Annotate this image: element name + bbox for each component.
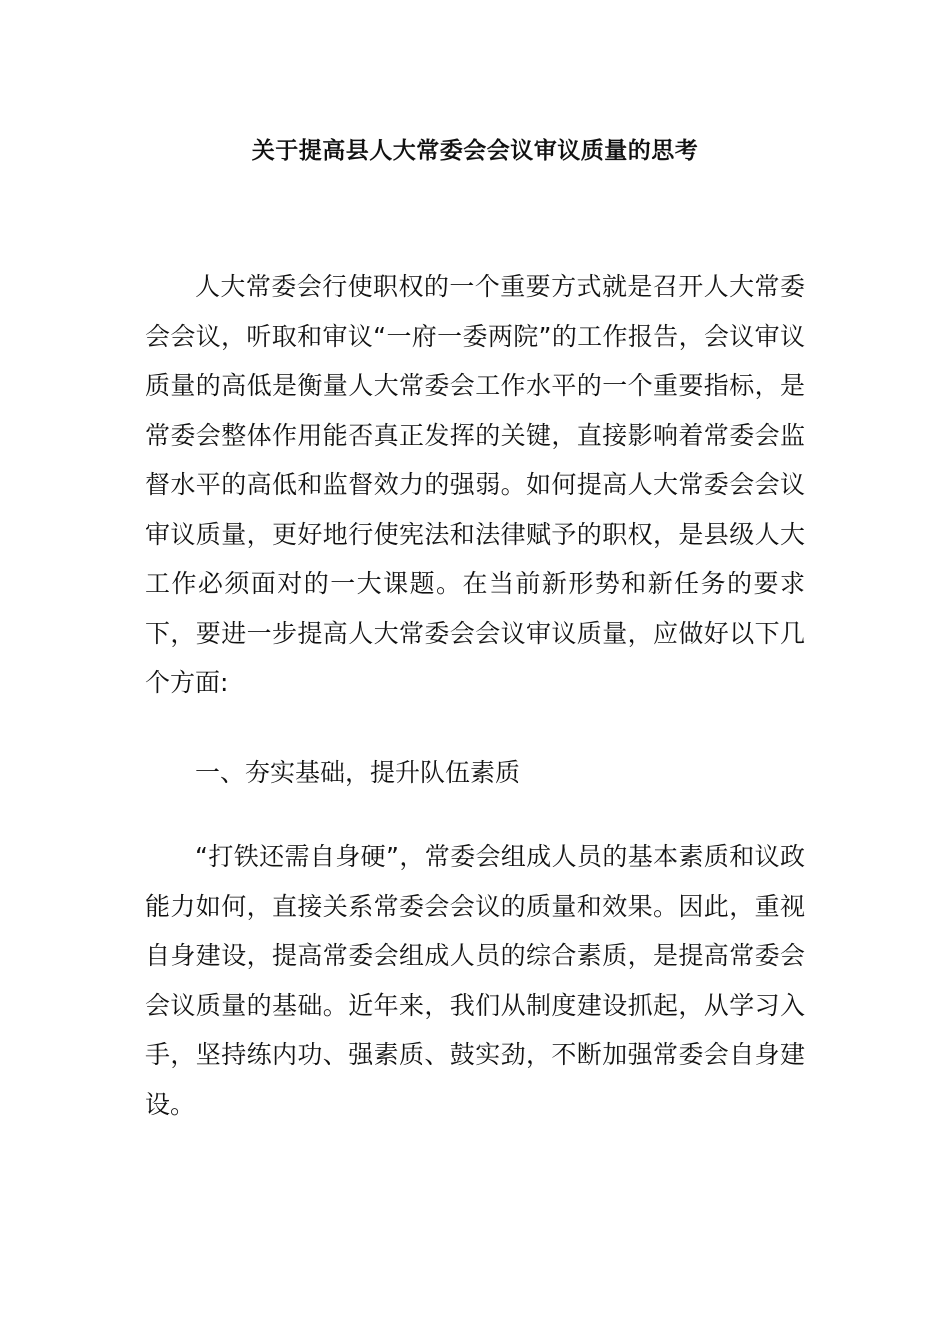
document-title: 关于提高县人大常委会会议审议质量的思考 [251, 138, 699, 164]
intro-paragraph: 人大常委会行使职权的一个重要方式就是召开人大常委会会议，听取和审议“一府一委两院”的工作报告，会议审议质量的高低是衡量人大常委会工作水平的一个重要指标，是常委会整体作用能否真正发挥的关键，直接影响着常委会监督水平的高低和监督效力的强弱。如何提高人大常委会会议审议质量，更好地行使宪法和法律赋予的职权，是县级人大工作必须面对的一大课题。在当前新形势和新任务的要求下，要进一步提高人大常委会会议审议质量，应做好以下几个方面: [145, 272, 805, 697]
section-paragraph: “打铁还需自身硬”，常委会组成人员的基本素质和议政能力如何，直接关系常委会会议的质量和效果。因此，重视自身建设，提高常委会组成人员的综合素质，是提高常委会会议质量的基础。近年来，我们从制度建设抓起，从学习入手，坚持练内功、强素质、鼓实劲，不断加强常委会自身建设。 [145, 842, 805, 1119]
section-heading: 一、夯实基础，提升队伍素质 [195, 758, 521, 787]
